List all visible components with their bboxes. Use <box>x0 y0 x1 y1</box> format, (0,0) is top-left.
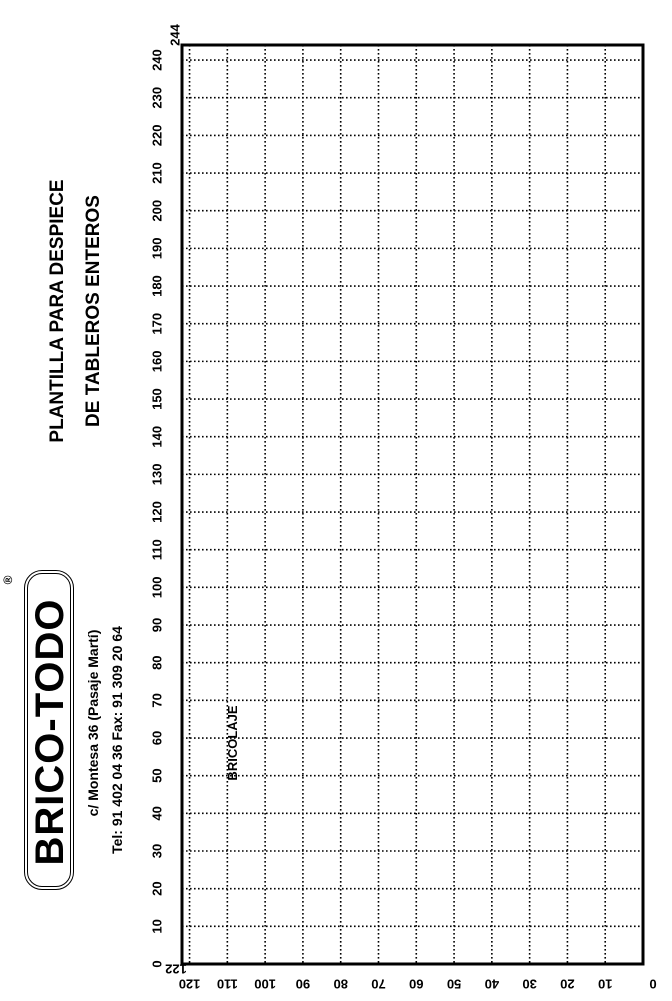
bricolaje-label: BRICOLAJE <box>225 705 240 781</box>
length-tick-label: 210 <box>149 162 165 184</box>
length-tick-label: 240 <box>149 49 165 71</box>
board-outline <box>182 45 643 964</box>
length-tick-label: 190 <box>149 237 165 260</box>
page-title-line2: DE TABLEROS ENTEROS <box>83 195 104 427</box>
width-tick-label: 90 <box>295 976 311 992</box>
length-tick-label: 20 <box>149 881 165 896</box>
length-tick-label: 70 <box>149 693 165 708</box>
store-address: c/ Montesa 36 (Pasaje Martí) <box>85 629 101 817</box>
width-tick-label: 110 <box>216 976 238 992</box>
width-tick-label: 100 <box>254 976 276 992</box>
length-tick-label: 10 <box>149 919 165 934</box>
width-tick-label: 50 <box>446 976 462 992</box>
length-tick-label: 170 <box>149 312 165 335</box>
width-tick-label: 60 <box>409 976 424 992</box>
length-tick-label: 50 <box>149 768 165 783</box>
length-tick-label: 60 <box>149 730 165 746</box>
length-tick-label: 160 <box>149 350 165 373</box>
width-tick-label: 20 <box>560 976 575 992</box>
width-tick-label: 80 <box>333 976 348 992</box>
width-tick-label: 120 <box>178 976 201 992</box>
brand-logo-text: BRICO-TODO <box>28 598 72 866</box>
store-phone-fax: Tel: 91 402 04 36 Fax: 91 309 20 64 <box>109 626 125 854</box>
length-tick-label: 150 <box>149 388 165 410</box>
width-tick-label: 40 <box>484 976 500 992</box>
width-tick-label: 30 <box>522 976 537 992</box>
width-tick-label: 122 <box>165 961 187 977</box>
length-tick-label: 40 <box>149 806 165 821</box>
width-tick-label: 10 <box>597 976 613 992</box>
length-tick-label: 140 <box>149 425 165 448</box>
width-tick-label: 70 <box>371 976 386 992</box>
length-tick-label: 120 <box>149 501 165 523</box>
length-tick-label: 230 <box>149 86 165 109</box>
length-tick-label: 200 <box>149 199 165 222</box>
length-tick-label: 180 <box>149 275 165 297</box>
length-tick-label: 80 <box>149 655 165 670</box>
length-tick-label: 0 <box>149 960 165 968</box>
page-title-line1: PLANTILLA PARA DESPIECE <box>47 179 68 443</box>
length-tick-label: 110 <box>149 539 165 561</box>
length-tick-label: 244 <box>167 24 183 46</box>
length-tick-label: 130 <box>149 463 165 486</box>
length-tick-label: 30 <box>149 843 165 859</box>
registered-mark: ® <box>1 575 15 585</box>
length-tick-label: 100 <box>149 576 165 599</box>
width-tick-label: 0 <box>649 976 657 992</box>
length-tick-label: 220 <box>149 124 165 147</box>
length-tick-label: 90 <box>149 617 165 633</box>
